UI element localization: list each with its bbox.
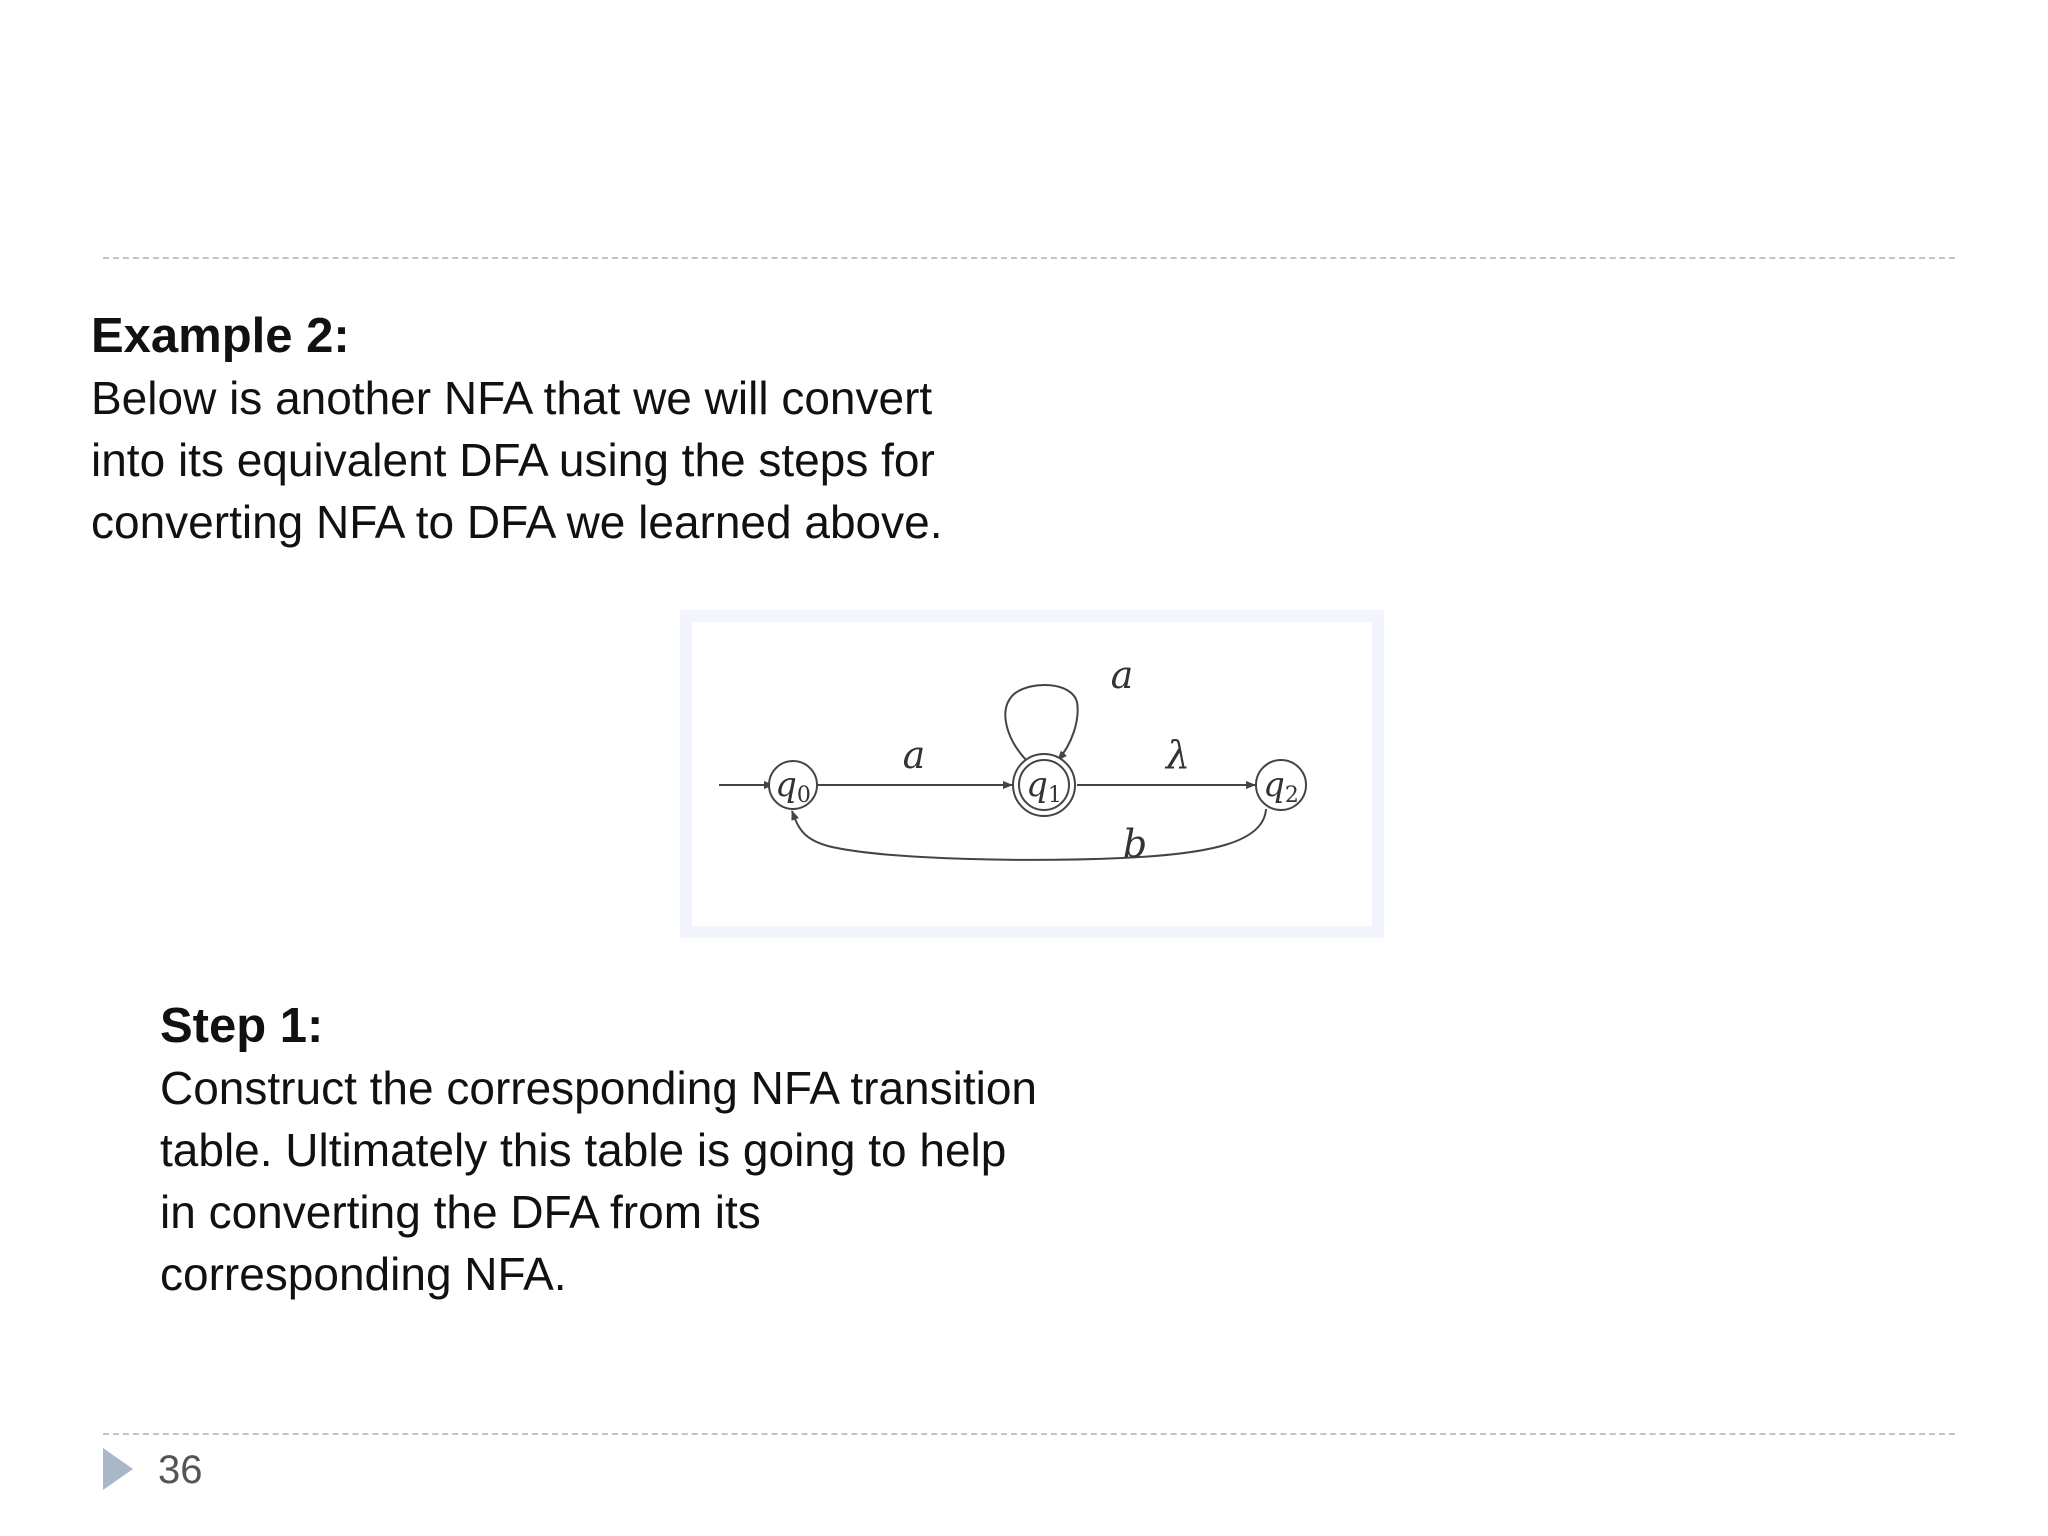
state-q1-label: q1 [1026,765,1062,808]
example-block [91,305,1191,553]
step-title: Step 1: [160,999,324,1053]
top-divider [103,257,1955,259]
step-line: table. Ultimately this table is going to help [160,1124,1007,1176]
state-q2-label: q2 [1263,765,1299,808]
edge-label-q0-q1: a [902,733,926,777]
example-title: Example 2: [91,309,350,363]
step-block [160,995,1260,1305]
example-line: Below is another NFA that we will convert [91,372,933,424]
nfa-diagram-figure [680,610,1384,938]
step-line: Construct the corresponding NFA transition [160,1062,1038,1114]
edge-label-q1-q2: λ [1165,733,1191,777]
step-line: corresponding NFA. [160,1248,567,1300]
edge-label-q2-q0: b [1122,822,1148,866]
example-line: into its equivalent DFA using the steps for [91,434,935,486]
state-q0-label: q0 [775,765,811,808]
edge-q2-q0 [792,809,1266,860]
page-number: 36 [158,1448,203,1492]
edge-label-q1-loop: a [1110,653,1134,697]
nfa-diagram [692,622,1372,926]
edge-q1-loop [1005,685,1077,761]
step-line: in converting the DFA from its [160,1186,761,1238]
example-line: converting NFA to DFA we learned above. [91,496,943,548]
triangle-right-icon [103,1448,133,1490]
bottom-divider [103,1433,1955,1435]
